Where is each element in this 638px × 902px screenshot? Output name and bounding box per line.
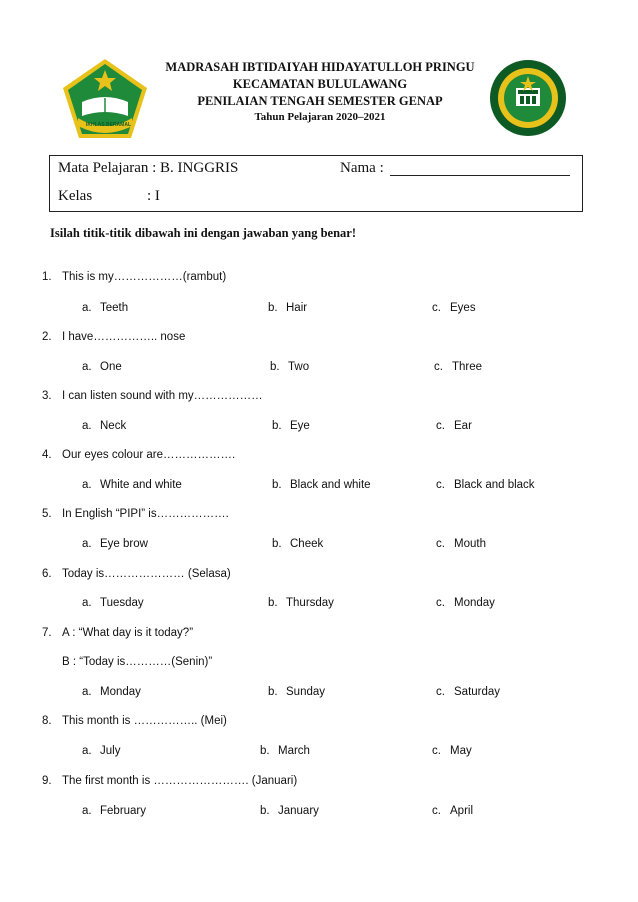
option-letter: b.	[272, 420, 282, 432]
question-number: 3.	[42, 390, 52, 402]
answer-option[interactable]	[432, 302, 476, 314]
answer-option[interactable]	[432, 805, 473, 817]
option-letter: a.	[82, 361, 92, 373]
option-text: Teeth	[100, 302, 129, 314]
question-9	[42, 775, 297, 787]
option-letter: c.	[436, 686, 445, 698]
option-letter: b.	[260, 805, 270, 817]
option-text: Two	[288, 361, 310, 373]
answer-option[interactable]	[82, 420, 126, 432]
option-letter: b.	[268, 302, 278, 314]
question-text: This is my………………(rambut)	[62, 271, 227, 283]
question-7-line-2: B : “Today is…………(Senin)”	[62, 656, 213, 668]
district-name: KECAMATAN BULULAWANG	[232, 77, 408, 91]
answer-option[interactable]	[82, 302, 128, 314]
question-1	[42, 271, 226, 283]
question-text: I have…………….. nose	[62, 331, 186, 343]
option-letter: b.	[260, 745, 270, 757]
option-letter: a.	[82, 686, 92, 698]
option-text: Thursday	[286, 597, 334, 609]
answer-option[interactable]	[260, 805, 319, 817]
question-5	[42, 508, 229, 520]
question-number: 8.	[42, 715, 52, 727]
answer-option[interactable]	[272, 420, 310, 432]
question-number: 2.	[42, 331, 52, 343]
option-text: Cheek	[290, 538, 324, 550]
option-text: April	[450, 805, 474, 817]
option-text: Black and black	[454, 479, 535, 491]
ministry-logo	[60, 56, 150, 142]
question-8	[42, 715, 227, 727]
option-text: White and white	[100, 479, 182, 491]
option-text: Mouth	[454, 538, 486, 550]
option-text: Monday	[100, 686, 141, 698]
option-text: July	[100, 745, 121, 757]
option-text: March	[278, 745, 310, 757]
option-text: One	[100, 361, 122, 373]
option-letter: c.	[436, 420, 445, 432]
option-letter: a.	[82, 805, 92, 817]
option-letter: c.	[436, 479, 445, 491]
subject-label: Mata Pelajaran : B. INGGRIS	[58, 160, 239, 176]
question-number: 6.	[42, 568, 52, 580]
option-letter: a.	[82, 420, 92, 432]
question-4	[42, 449, 235, 461]
answer-option[interactable]	[436, 420, 472, 432]
question-text: In English “PIPI” is……………….	[62, 508, 229, 520]
question-number: 7.	[42, 627, 52, 639]
answer-option[interactable]	[436, 597, 495, 609]
option-letter: c.	[436, 538, 445, 550]
class-value: : I	[147, 188, 160, 204]
option-text: January	[278, 805, 319, 817]
answer-option[interactable]	[82, 361, 122, 373]
school-year: Tahun Pelajaran 2020–2021	[254, 111, 386, 123]
question-number: 1.	[42, 271, 52, 283]
question-number: 5.	[42, 508, 52, 520]
left-logo-motto: IKHLAS BERAMAL	[86, 122, 131, 128]
option-text: Hair	[286, 302, 308, 314]
option-letter: a.	[82, 302, 92, 314]
option-text: Sunday	[286, 686, 326, 698]
option-text: Neck	[100, 420, 127, 432]
option-letter: a.	[82, 479, 92, 491]
answer-option[interactable]	[436, 686, 500, 698]
answer-option[interactable]	[436, 479, 535, 491]
answer-option[interactable]	[268, 686, 325, 698]
option-letter: b.	[268, 686, 278, 698]
option-text: Black and white	[290, 479, 371, 491]
question-number: 9.	[42, 775, 52, 787]
option-text: Ear	[454, 420, 472, 432]
school-logo	[488, 58, 568, 138]
option-letter: b.	[270, 361, 280, 373]
option-text: Monday	[454, 597, 495, 609]
option-letter: c.	[436, 597, 445, 609]
answer-option[interactable]	[434, 361, 482, 373]
option-letter: c.	[432, 745, 441, 757]
answer-option[interactable]	[268, 302, 307, 314]
answer-option[interactable]	[272, 538, 323, 550]
option-letter: c.	[432, 805, 441, 817]
answer-option[interactable]	[82, 805, 146, 817]
instruction: Isilah titik-titik dibawah ini dengan jawaban yang benar!	[50, 226, 356, 240]
option-letter: b.	[268, 597, 278, 609]
answer-option[interactable]	[436, 538, 486, 550]
school-name: MADRASAH IBTIDAIYAH HIDAYATULLOH PRINGU	[165, 60, 475, 74]
answer-option[interactable]	[82, 686, 141, 698]
question-6	[42, 568, 231, 580]
exam-title: PENILAIAN TENGAH SEMESTER GENAP	[197, 94, 443, 108]
answer-option[interactable]	[82, 597, 144, 609]
option-text: Saturday	[454, 686, 501, 698]
question-7	[42, 627, 193, 639]
option-letter: b.	[272, 538, 282, 550]
option-text: Three	[452, 361, 483, 373]
option-text: May	[450, 745, 472, 757]
answer-option[interactable]	[272, 479, 371, 491]
answer-option[interactable]	[82, 745, 120, 757]
question-3	[42, 390, 263, 402]
question-text: The first month is ……………………. (Januari)	[62, 775, 298, 787]
option-letter: c.	[434, 361, 443, 373]
name-label: Nama :	[340, 160, 384, 176]
answer-option[interactable]	[270, 361, 309, 373]
class-label: Kelas	[58, 188, 93, 204]
question-text: Our eyes colour are……………….	[62, 449, 236, 461]
question-number: 4.	[42, 449, 52, 461]
option-letter: c.	[432, 302, 441, 314]
answer-option[interactable]	[260, 745, 310, 757]
option-letter: a.	[82, 538, 92, 550]
question-text: I can listen sound with my………………	[62, 390, 263, 402]
option-text: Eyes	[450, 302, 476, 314]
question-2	[42, 331, 185, 343]
option-text: February	[100, 805, 147, 817]
option-letter: a.	[82, 597, 92, 609]
answer-option[interactable]	[82, 479, 182, 491]
option-text: Eye	[290, 420, 310, 432]
option-text: Tuesday	[100, 597, 144, 609]
question-text: Today is………………… (Selasa)	[62, 568, 231, 580]
question-text: A : “What day is it today?”	[62, 627, 194, 639]
option-text: Eye brow	[100, 538, 148, 550]
question-text: This month is …………….. (Mei)	[62, 715, 227, 727]
option-letter: a.	[82, 745, 92, 757]
answer-option[interactable]	[432, 745, 472, 757]
option-letter: b.	[272, 479, 282, 491]
answer-option[interactable]	[82, 538, 148, 550]
answer-option[interactable]	[268, 597, 334, 609]
name-answer-line[interactable]	[390, 175, 570, 176]
